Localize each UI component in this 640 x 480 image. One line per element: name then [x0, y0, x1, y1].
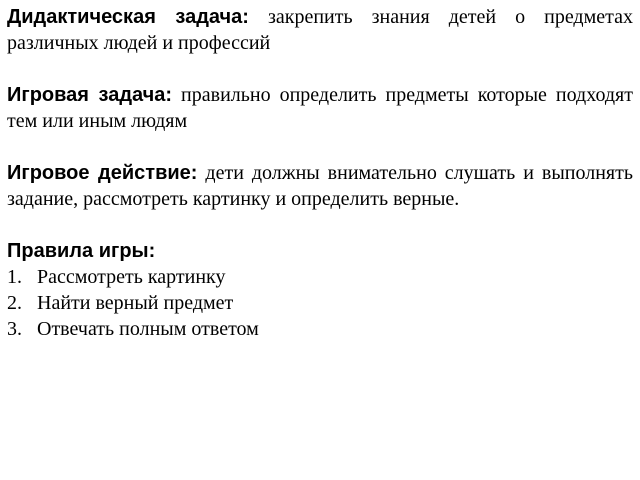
- game-action-label: Игровое действие:: [7, 162, 198, 184]
- game-task-text: правильно определить предметы которые подходят тем или иным людям: [7, 84, 633, 132]
- rule-text: Отвечать полным ответом: [37, 318, 259, 340]
- rules-heading: Правила игры:: [7, 240, 156, 262]
- rule-number: 3.: [7, 318, 22, 340]
- rule-number: 1.: [7, 266, 22, 288]
- game-action-text: дети должны внимательно слушать и выполнять задание, рассмотреть картинку и определить верные.: [7, 162, 633, 210]
- game-task-paragraph: [7, 82, 633, 134]
- didactic-task-text: закрепить знания детей о предметах различных людей и профессий: [7, 6, 634, 54]
- rules-list-item: [7, 290, 633, 316]
- didactic-task-label: Дидактическая задача:: [7, 6, 249, 28]
- rules-list-item: [7, 264, 633, 290]
- didactic-task-paragraph: [7, 4, 633, 56]
- rules-list: [7, 264, 633, 342]
- game-task-label: Игровая задача:: [7, 84, 173, 106]
- rules-list-item: [7, 316, 633, 342]
- rule-text: Найти верный предмет: [37, 292, 234, 314]
- rule-number: 2.: [7, 292, 22, 314]
- rules-section: [7, 238, 633, 342]
- rule-text: Рассмотреть картинку: [37, 266, 226, 288]
- game-action-paragraph: [7, 160, 633, 212]
